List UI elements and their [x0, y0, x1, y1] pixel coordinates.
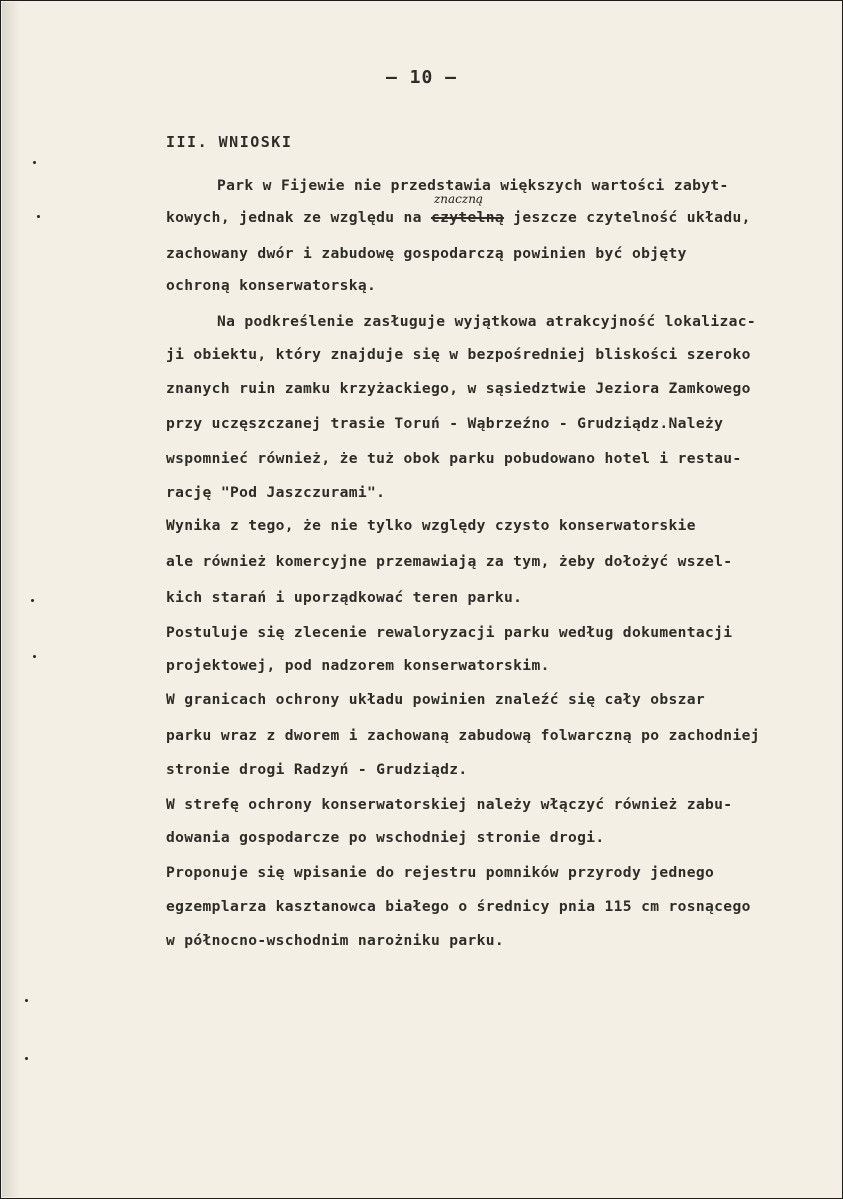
- text-line: W strefę ochrony konserwatorskiej należy włączyć również zabu-: [166, 796, 733, 813]
- text-line: ale również komercyjne przemawiają za tym, żeby dołożyć wszel-: [166, 553, 733, 570]
- text-line: Postuluje się zlecenie rewaloryzacji parku według dokumentacji: [166, 624, 733, 641]
- text-line: rację "Pod Jaszczurami".: [166, 484, 386, 501]
- text-line: znanych ruin zamku krzyżackiego, w sąsiedztwie Jeziora Zamkowego: [166, 380, 751, 397]
- text-line: ji obiektu, który znajduje się w bezpośredniej bliskości szeroko: [166, 346, 751, 363]
- text-line: ochroną konserwatorską.: [166, 277, 377, 294]
- page-number: – 10 –: [385, 67, 458, 88]
- text-line: wspomnieć również, że tuż obok parku pobudowano hotel i restau-: [166, 450, 742, 467]
- punch-mark: [33, 655, 36, 658]
- text-fragment: jeszcze czytelność układu,: [504, 209, 751, 226]
- text-line: zachowany dwór i zabudowę gospodarczą powinien być objęty: [166, 245, 687, 262]
- text-line: w północno-wschodnim narożniku parku.: [166, 932, 505, 949]
- text-line: Park w Fijewie nie przedstawia większych wartości zabyt-: [217, 177, 729, 194]
- text-line: projektowej, pod nadzorem konserwatorskim.: [166, 657, 550, 674]
- struck-word: [430, 192, 505, 226]
- punch-mark: [33, 161, 36, 164]
- punch-mark: [25, 999, 28, 1002]
- text-line: Proponuje się wpisanie do rejestru pomników przyrody jednego: [166, 864, 715, 881]
- section-heading: III. WNIOSKI: [166, 133, 293, 151]
- text-line-with-correction: [166, 192, 751, 226]
- text-line: stronie drogi Radzyń - Grudziądz.: [166, 761, 468, 778]
- text-line: kich starań i uporządkować teren parku.: [166, 589, 523, 606]
- text-line: dowania gospodarcze po wschodniej stronie drogi.: [166, 829, 605, 846]
- binding-edge-shadow: [2, 2, 20, 1197]
- punch-mark: [31, 599, 34, 602]
- punch-mark: [37, 215, 40, 218]
- text-line: parku wraz z dworem i zachowaną zabudową folwarczną po zachodniej: [166, 727, 760, 744]
- punch-mark: [25, 1057, 28, 1060]
- handwritten-correction: znaczną: [433, 192, 484, 206]
- text-line: Na podkreślenie zasługuje wyjątkowa atrakcyjność lokalizac-: [217, 313, 757, 330]
- text-line: egzemplarza kasztanowca białego o średnicy pnia 115 cm rosnącego: [166, 898, 751, 915]
- text-line: Wynika z tego, że nie tylko względy czysto konserwatorskie: [166, 517, 696, 534]
- text-line: W granicach ochrony układu powinien znaleźć się cały obszar: [166, 691, 706, 708]
- text-fragment: kowych, jednak ze względu na: [166, 209, 431, 226]
- struck-text: czytelną: [430, 209, 505, 226]
- text-line: przy uczęszczanej trasie Toruń - Wąbrzeźno - Grudziądz.Należy: [166, 415, 724, 432]
